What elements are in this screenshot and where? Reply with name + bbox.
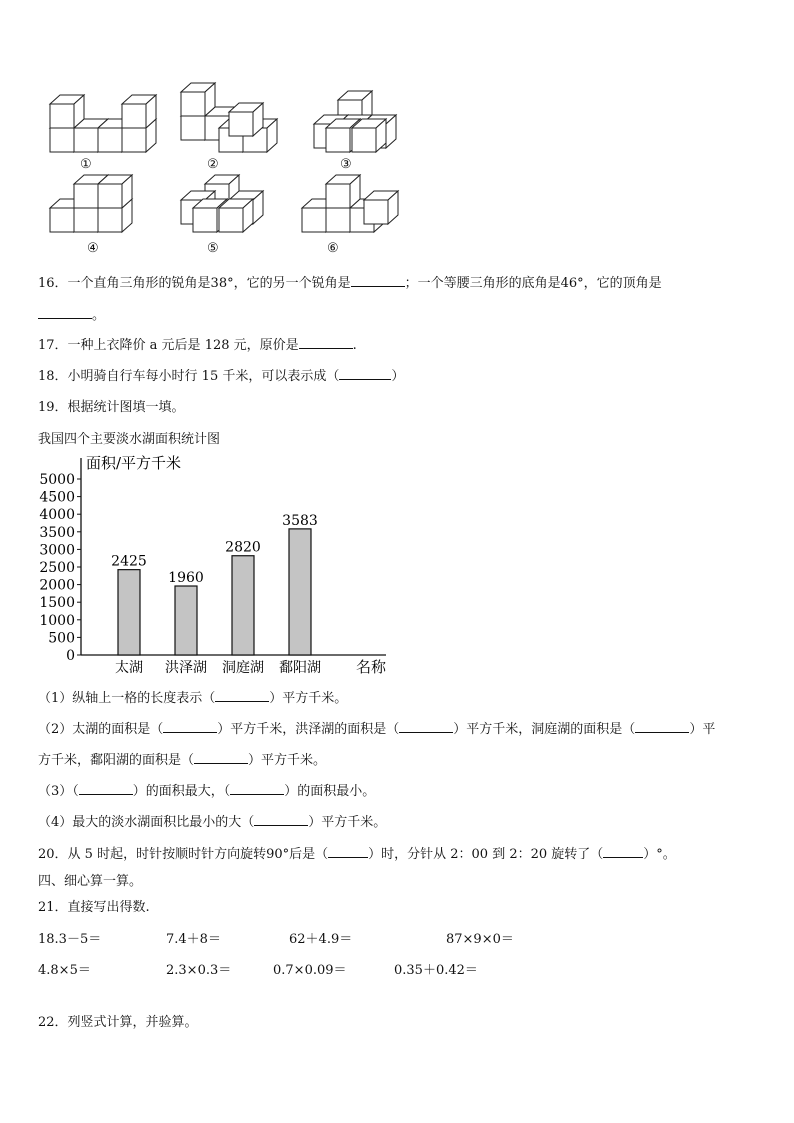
sub-question-4 <box>38 811 386 830</box>
sub2-blank-4[interactable] <box>194 751 248 764</box>
q18-end: ） <box>391 369 405 384</box>
sub2-blank-1[interactable] <box>163 720 217 733</box>
sub2-text-c: ）平方千米，洞庭湖的面积是（ <box>453 722 636 737</box>
sub3-text-c: ）的面积最小。 <box>284 784 376 799</box>
sub2-text-d: ）平 <box>689 722 716 737</box>
question-16-cont <box>38 304 105 323</box>
y-tick-label: 2000 <box>39 577 75 594</box>
sub3-blank-1[interactable] <box>79 782 133 795</box>
q20-text-b: ）时，分针从 2：00 到 2：20 旋转了（ <box>368 847 604 862</box>
q21-row1-item-2: 7.4＋8＝ <box>166 932 221 947</box>
question-22: 22．列竖式计算，并验算。 <box>38 1015 198 1030</box>
question-16 <box>38 272 662 291</box>
q16-text-1: 16．一个直角三角形的锐角是38°，它的另一个锐角是 <box>38 276 351 291</box>
x-axis-label: 名称 <box>356 658 387 676</box>
sub-question-1 <box>38 687 347 706</box>
question-20 <box>38 843 676 862</box>
q17-text: 17．一种上衣降价 a 元后是 128 元，原价是 <box>38 338 299 353</box>
sub2-text-b: ）平方千米，洪泽湖的面积是（ <box>217 722 400 737</box>
sub4-text-a: （4）最大的淡水湖面积比最小的大（ <box>38 815 255 830</box>
sub4-text-b: ）平方千米。 <box>308 815 387 830</box>
bar <box>175 586 197 655</box>
sub1-blank[interactable] <box>215 689 269 702</box>
sub1-text-a: （1）纵轴上一格的长度表示（ <box>38 691 216 706</box>
figure-label-2: ② <box>207 157 219 172</box>
sub4-blank[interactable] <box>254 813 308 826</box>
q21-row2-item-2: 2.3×0.3＝ <box>166 963 232 978</box>
bar-data-label: 3583 <box>282 512 318 529</box>
question-17 <box>38 334 357 353</box>
x-category-label: 洪泽湖 <box>165 660 207 676</box>
y-tick-label: 3500 <box>39 524 75 541</box>
q20-text-a: 20．从 5 时起，时针按顺时针方向旋转90°后是（ <box>38 847 329 862</box>
q16-end: 。 <box>92 308 106 323</box>
q20-blank-2[interactable] <box>603 845 643 858</box>
figure-5 <box>181 175 263 232</box>
sub-question-2 <box>38 718 715 737</box>
cube-figures <box>0 0 794 265</box>
sub1-text-b: ）平方千米。 <box>269 691 348 706</box>
y-tick-label: 1500 <box>39 595 75 612</box>
bar-data-label: 2425 <box>111 553 147 570</box>
sub2-blank-2[interactable] <box>399 720 453 733</box>
q21-row2-item-1: 4.8×5＝ <box>38 963 91 978</box>
x-category-label: 太湖 <box>115 660 143 676</box>
q21-row2-item-4: 0.35＋0.42＝ <box>394 963 478 978</box>
y-tick-label: 4000 <box>39 507 75 524</box>
figure-6 <box>302 175 398 232</box>
q21-row2-item-3: 0.7×0.09＝ <box>273 963 347 978</box>
figure-label-6: ⑥ <box>327 241 339 256</box>
bar <box>232 556 254 655</box>
x-category-label: 鄱阳湖 <box>279 660 321 676</box>
sub3-text-b: ）的面积最大，（ <box>132 784 231 799</box>
sub2-text-e: 方千米，鄱阳湖的面积是（ <box>38 753 195 768</box>
y-tick-label: 4500 <box>39 489 75 506</box>
figure-4 <box>50 175 132 232</box>
figure-label-3: ③ <box>340 157 352 172</box>
q17-end: . <box>352 338 357 353</box>
question-21-title: 21．直接写出得数. <box>38 900 150 915</box>
sub3-text-a: （3）（ <box>38 784 79 799</box>
q17-blank[interactable] <box>299 336 353 349</box>
y-tick-label: 500 <box>48 630 75 647</box>
question-18 <box>38 365 404 384</box>
q16-blank-2[interactable] <box>38 306 92 319</box>
figure-label-5: ⑤ <box>207 241 219 256</box>
bar-data-label: 2820 <box>225 539 261 556</box>
q21-row1-item-1: 18.3－5＝ <box>38 932 102 947</box>
bar-data-label: 1960 <box>168 570 204 587</box>
q16-text-2: ；一个等腰三角形的底角是46°，它的顶角是 <box>404 276 662 291</box>
sub2-text-f: ）平方千米。 <box>248 753 327 768</box>
sub3-blank-2[interactable] <box>230 782 284 795</box>
figure-3 <box>314 91 396 152</box>
q18-text: 18．小明骑自行车每小时行 15 千米，可以表示成（ <box>38 369 340 384</box>
section-4-heading: 四、细心算一算。 <box>38 874 143 889</box>
q20-text-c: ）°。 <box>643 847 676 862</box>
bar <box>289 529 311 655</box>
figure-2 <box>181 83 277 152</box>
y-axis-label: 面积/平方千米 <box>86 454 182 472</box>
chart-title: 我国四个主要淡水湖面积统计图 <box>38 432 221 447</box>
figure-label-4: ④ <box>87 241 99 256</box>
y-tick-label: 0 <box>66 648 75 664</box>
sub2-text-a: （2）太湖的面积是（ <box>38 722 164 737</box>
q21-row1-item-3: 62＋4.9＝ <box>289 932 353 947</box>
y-tick-label: 3000 <box>39 542 75 559</box>
q21-row1-item-4: 87×9×0＝ <box>446 932 514 947</box>
y-tick-label: 1000 <box>39 612 75 629</box>
q16-blank-1[interactable] <box>351 274 405 287</box>
sub2-blank-3[interactable] <box>635 720 689 733</box>
x-category-label: 洞庭湖 <box>222 660 264 676</box>
question-19: 19．根据统计图填一填。 <box>38 400 185 415</box>
bar <box>118 570 140 655</box>
figure-1 <box>50 95 156 152</box>
figure-label-1: ① <box>80 157 92 172</box>
q18-blank[interactable] <box>339 367 391 380</box>
sub-question-3 <box>38 780 375 799</box>
q20-blank-1[interactable] <box>328 845 368 858</box>
y-tick-label: 5000 <box>39 472 75 488</box>
y-tick-label: 2500 <box>39 560 75 576</box>
sub-question-2-cont <box>38 749 326 768</box>
bar-chart <box>36 450 406 680</box>
